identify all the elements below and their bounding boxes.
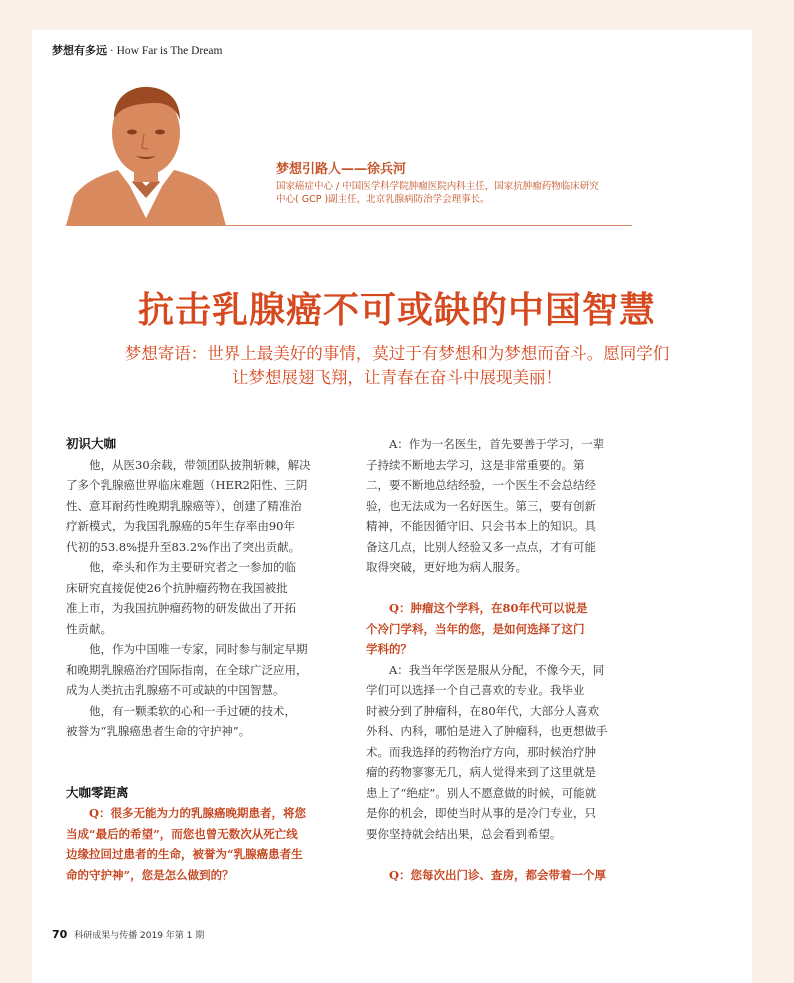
text-line: 术。而我选择的药物治疗方向，那时候治疗肿	[366, 744, 596, 759]
text-line: 他，作为中国唯一专家，同时参与制定早期	[66, 642, 308, 656]
question-line: 当成“最后的希望”，而您也曾无数次从死亡线	[66, 826, 298, 841]
spacer	[66, 762, 336, 783]
question	[366, 598, 636, 660]
question-line: 命的守护神”，您是怎么做到的？	[66, 867, 234, 882]
spacer	[366, 844, 636, 865]
paragraph	[66, 455, 336, 558]
text-line: 患上了“绝症”。别人不愿意做的时候，可能就	[366, 785, 597, 800]
text-line: 瘤的药物寥寥无几，病人觉得来到了这里就是	[366, 765, 596, 779]
text-line: A：我当年学医是服从分配，不像今天，同	[366, 662, 605, 677]
question-line: Q：很多无能为力的乳腺癌晚期患者，将您	[66, 806, 307, 820]
question	[66, 803, 336, 885]
text-line: 学们可以选择一个自己喜欢的专业。我毕业	[366, 683, 585, 697]
text-line: 是你的机会，即使当时从事的是冷门专业，只	[366, 806, 596, 820]
text-line: 他，牵头和作为主要研究者之一参加的临	[66, 560, 296, 574]
section-heading: 初识大咖	[66, 436, 117, 451]
text-line: 疗新模式，为我国乳腺癌的5年生存率由90年	[66, 519, 295, 533]
text-line: 了多个乳腺癌世界临床难题（HER2阳性、三阴	[66, 478, 308, 492]
text-line: 要你坚持就会结出果，总会看到希望。	[366, 826, 562, 841]
text-line: 备这几点，比别人经验又多一点点，才有可能	[366, 539, 596, 554]
question-line: Q：您每次出门诊、查房，都会带着一个厚	[366, 867, 607, 882]
text-line: 成为人类抗击乳腺癌不可或缺的中国智慧。	[66, 683, 285, 697]
mentor-credentials	[276, 180, 636, 206]
header-english-title: How Far is The Dream	[116, 45, 223, 57]
text-line: 性贡献。	[66, 621, 112, 636]
portrait-image	[66, 78, 226, 226]
question-line: 边缘拉回过患者的生命，被誉为“乳腺癌患者生	[66, 847, 303, 861]
text-line: 二，要不断地总结经验，一个医生不会总结经	[366, 478, 596, 492]
mentor-name: 梦想引路人——徐兵河	[276, 162, 407, 177]
text-line: 他，从医30余载，带领团队披荆斩棘，解决	[66, 457, 311, 472]
text-line: 精神，不能因循守旧、只会书本上的知识。具	[366, 519, 596, 533]
text-line: 准上市，为我国抗肿瘤药物的研发做出了开拓	[66, 601, 296, 615]
mentor-credentials-line: 中心( GCP )副主任，北京乳腺病防治学会理事长。	[276, 194, 490, 205]
running-header	[52, 42, 222, 58]
article-title: 抗击乳腺癌不可或缺的中国智慧	[137, 290, 656, 331]
motto-line: 让梦想展翅飞翔，让青春在奋斗中展现美丽！	[232, 368, 562, 387]
page-footer	[52, 928, 204, 941]
spacer	[66, 742, 336, 763]
paragraph	[66, 701, 336, 742]
dream-motto	[0, 342, 794, 390]
text-line: 取得突破，更好地为病人服务。	[366, 560, 527, 574]
spacer	[366, 578, 636, 599]
question	[366, 865, 636, 886]
answer	[366, 434, 636, 578]
journal-name: 科研成果与传播 2019 年第 1 期	[74, 931, 205, 941]
text-line: 子持续不断地去学习，这是非常重要的。第	[366, 457, 585, 472]
mentor-credentials-line: 国家癌症中心 / 中国医学科学院肿瘤医院内科主任，国家抗肿瘤药物临床研究	[276, 181, 599, 192]
text-line: A：作为一名医生，首先要善于学习，一辈	[366, 437, 605, 451]
page-number: 70	[52, 928, 68, 941]
text-line: 代初的53.8%提升至83.2%作出了突出贡献。	[66, 539, 301, 554]
header-column-name: 梦想有多远	[52, 44, 107, 57]
answer	[366, 660, 636, 845]
divider-line	[66, 225, 632, 226]
text-line: 他，有一颗柔软的心和一手过硬的技术，	[66, 703, 296, 718]
left-column	[66, 434, 336, 885]
text-line: 和晚期乳腺癌治疗国际指南，在全球广泛应用，	[66, 662, 308, 677]
text-line: 性、意耳耐药性晚期乳腺癌等），创建了精准治	[66, 498, 302, 513]
section-heading: 大咖零距离	[66, 784, 129, 800]
question-line: 学科的？	[366, 642, 412, 656]
text-line: 被誉为“乳腺癌患者生命的守护神”。	[66, 724, 251, 738]
text-line: 外科、内科，哪怕是进入了肿瘤科，也更想做手	[366, 724, 608, 738]
question-line: Q：肿瘤这个学科，在80年代可以说是	[366, 601, 588, 615]
paragraph	[66, 557, 336, 639]
text-line: 床研究直接促使26个抗肿瘤药物在我国被批	[66, 580, 288, 595]
header-separator: ·	[109, 45, 114, 57]
right-column	[366, 434, 636, 885]
question-line: 个冷门学科，当年的您，是如何选择了这门	[366, 621, 585, 636]
motto-line: 梦想寄语：世界上最美好的事情，莫过于有梦想和为梦想而奋斗。愿同学们	[124, 344, 670, 363]
text-line: 时被分到了肿瘤科，在80年代，大部分人喜欢	[366, 703, 600, 718]
text-line: 验，也无法成为一名好医生。第三，要有创新	[366, 498, 596, 513]
paragraph	[66, 639, 336, 701]
